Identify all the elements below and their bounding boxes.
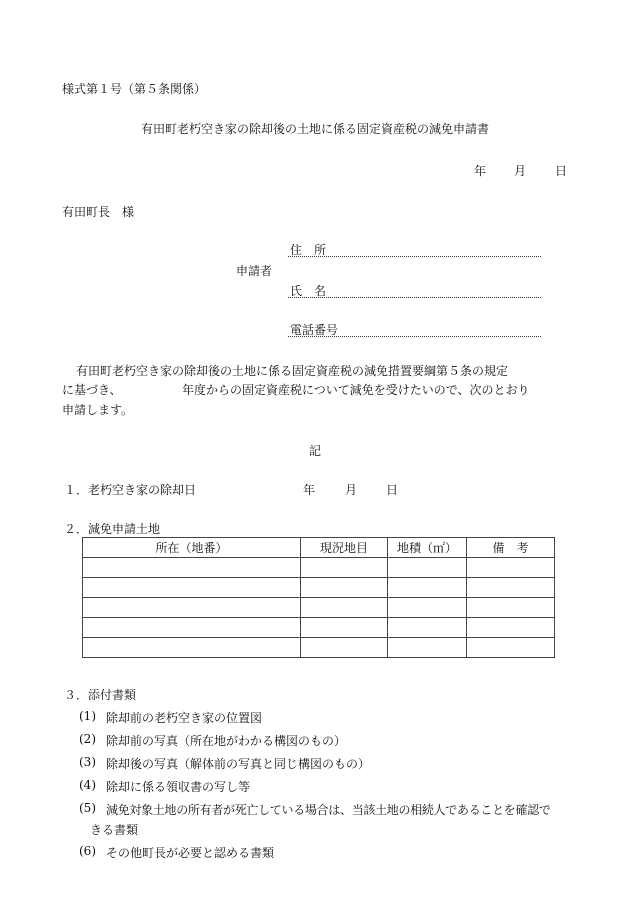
- header-area: 地積（㎡）: [388, 538, 467, 558]
- land-table: [82, 537, 555, 658]
- section1-label: １．老朽空き家の除却日: [64, 483, 197, 497]
- table-cell[interactable]: [83, 618, 301, 638]
- address-field[interactable]: [288, 238, 541, 257]
- form-number: 様式第１号（第５条関係）: [62, 82, 207, 96]
- body-line-3: 申請します。: [62, 403, 134, 417]
- ki-heading: 記: [308, 444, 321, 458]
- table-cell[interactable]: [467, 578, 555, 598]
- attachment-text: 除却後の写真（解体前の写真と同じ構図のもの）: [106, 757, 371, 771]
- attachment-num: (3): [79, 755, 96, 769]
- name-label: 氏 名: [290, 284, 327, 298]
- attachment-text-continued: きる書類: [90, 823, 139, 837]
- table-cell[interactable]: [301, 598, 388, 618]
- attachment-num: (2): [79, 732, 96, 746]
- table-row: [83, 638, 555, 658]
- table-cell[interactable]: [467, 618, 555, 638]
- header-location: 所在（地番）: [83, 538, 301, 558]
- phone-label: 電話番号: [290, 323, 339, 337]
- table-row: [83, 598, 555, 618]
- header-land-category: 現況地目: [301, 538, 388, 558]
- table-cell[interactable]: [388, 558, 467, 578]
- body-line-1: 有田町老朽空き家の除却後の土地に係る固定資産税の減免措置要綱第５条の規定: [76, 364, 509, 378]
- section1-day: 日: [386, 483, 399, 497]
- date-month-label: 月: [514, 164, 527, 178]
- phone-field[interactable]: [288, 318, 541, 337]
- section2-label: ２．減免申請土地: [64, 522, 161, 536]
- table-cell[interactable]: [388, 578, 467, 598]
- body-line-2b: 年度からの固定資産税について減免を受けたいので、次のとおり: [182, 383, 530, 397]
- section3-label: ３．添付書類: [64, 688, 137, 702]
- date-day-label: 日: [555, 164, 568, 178]
- document-title: 有田町老朽空き家の除却後の土地に係る固定資産税の減免申請書: [140, 122, 489, 136]
- table-cell[interactable]: [83, 578, 301, 598]
- table-row: [83, 558, 555, 578]
- table-cell[interactable]: [467, 638, 555, 658]
- attachment-num: (5): [79, 801, 96, 815]
- table-cell[interactable]: [301, 638, 388, 658]
- addressee: 有田町長 様: [62, 205, 135, 219]
- table-cell[interactable]: [388, 638, 467, 658]
- table-cell[interactable]: [83, 598, 301, 618]
- attachment-num: (4): [79, 778, 96, 792]
- attachment-text: 減免対象土地の所有者が死亡している場合は、当該土地の相続人であることを確認で: [106, 803, 551, 817]
- attachment-text: 除却前の写真（所在地がわかる構図のもの）: [106, 734, 347, 748]
- table-cell[interactable]: [467, 598, 555, 618]
- table-cell[interactable]: [388, 598, 467, 618]
- table-cell[interactable]: [388, 618, 467, 638]
- table-header-row: [83, 538, 555, 558]
- applicant-label: 申請者: [236, 264, 273, 278]
- table-cell[interactable]: [83, 558, 301, 578]
- table-row: [83, 618, 555, 638]
- date-year-label: 年: [474, 164, 487, 178]
- address-label: 住 所: [290, 243, 327, 257]
- name-field[interactable]: [288, 279, 541, 298]
- table-cell[interactable]: [83, 638, 301, 658]
- attachment-num: (1): [79, 709, 96, 723]
- attachment-num: (6): [79, 844, 96, 858]
- table-cell[interactable]: [301, 558, 388, 578]
- table-cell[interactable]: [301, 578, 388, 598]
- table-cell[interactable]: [301, 618, 388, 638]
- section1-year: 年: [303, 483, 316, 497]
- body-line-2a: に基づき、: [62, 383, 122, 397]
- header-remarks: 備 考: [467, 538, 555, 558]
- attachment-text: 除却前の老朽空き家の位置図: [106, 711, 263, 725]
- attachment-text: その他町長が必要と認める書類: [106, 846, 275, 860]
- table-cell[interactable]: [467, 558, 555, 578]
- attachment-text: 除却に係る領収書の写し等: [106, 780, 251, 794]
- section1-month: 月: [345, 483, 358, 497]
- table-row: [83, 578, 555, 598]
